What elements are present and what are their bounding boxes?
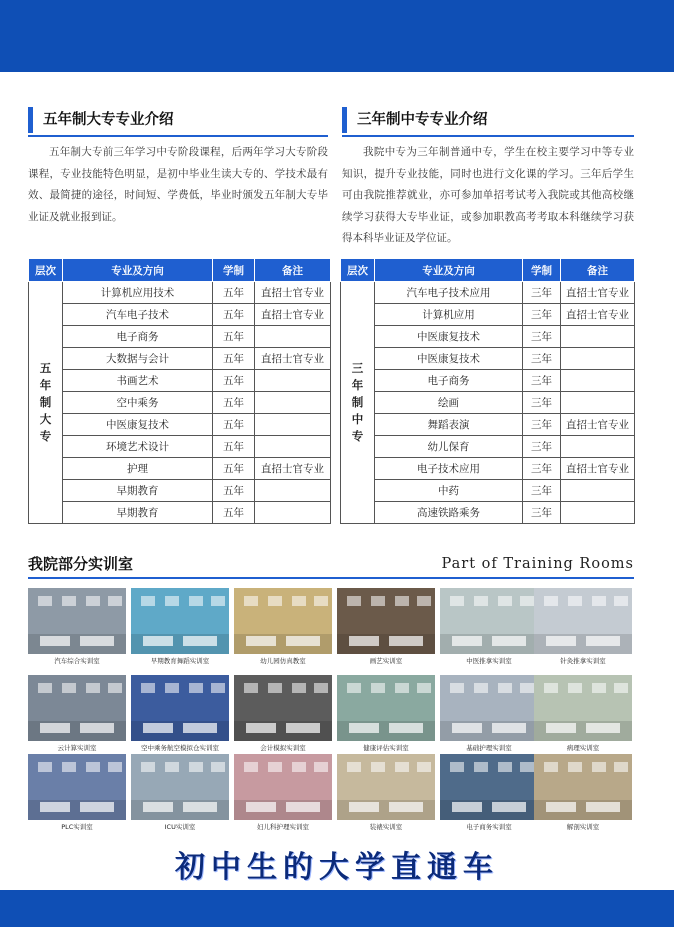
three-year-title-rule: [342, 135, 634, 137]
note-cell: 直招士官专业: [255, 282, 331, 304]
table-row: [29, 414, 331, 436]
level-char: 制: [351, 395, 364, 409]
header-years: 学制: [213, 259, 255, 282]
training-rooms-rule: [28, 577, 634, 579]
room-photo-image: [337, 675, 435, 741]
major-name-cell: 中药: [375, 480, 523, 502]
major-name-cell: 早期教育: [63, 480, 213, 502]
room-photo-caption: 基础护理实训室: [466, 744, 512, 752]
three-year-majors-table: [340, 258, 635, 524]
years-cell: 三年: [523, 502, 561, 524]
room-photo-caption: ICU实训室: [164, 823, 196, 831]
room-photo-image: [337, 588, 435, 654]
major-name-cell: 书画艺术: [63, 370, 213, 392]
five-year-majors-table: [28, 258, 331, 524]
table-row: [341, 458, 635, 480]
five-year-title-rule: [28, 135, 328, 137]
note-cell: [255, 480, 331, 502]
header-major: 专业及方向: [63, 259, 213, 282]
header-level: 层次: [29, 259, 63, 282]
years-cell: 三年: [523, 348, 561, 370]
table-row: [341, 414, 635, 436]
training-rooms-title-en: Part of Training Rooms: [441, 556, 634, 572]
major-name-cell: 空中乘务: [63, 392, 213, 414]
years-cell: 三年: [523, 458, 561, 480]
major-name-cell: 绘画: [375, 392, 523, 414]
room-photo-image: [440, 675, 538, 741]
level-char: 专: [39, 429, 52, 443]
training-room-photo: [534, 675, 632, 757]
years-cell: 三年: [523, 282, 561, 304]
table-row: [29, 458, 331, 480]
table-row: [29, 392, 331, 414]
three-year-table-body: [341, 282, 635, 524]
room-photo-image: [534, 675, 632, 741]
years-cell: 五年: [213, 436, 255, 458]
years-cell: 五年: [213, 458, 255, 480]
years-cell: 三年: [523, 392, 561, 414]
slogan: 初中生的大学直通车: [175, 850, 499, 885]
training-room-photo: [440, 675, 538, 757]
table-row: [341, 304, 635, 326]
years-cell: 三年: [523, 414, 561, 436]
table-row: [341, 370, 635, 392]
major-name-cell: 电子商务: [63, 326, 213, 348]
room-photo-caption: 健康评估实训室: [363, 744, 409, 752]
training-room-photo: [234, 588, 332, 670]
five-year-intro: 五年制大专前三年学习中专阶段课程，后两年学习大专阶段课程，专业技能特色明显，是初中毕业生读大专的、学技术最有效、最简捷的途径，时间短、学费低，毕业时颁发五年制大专毕业证及就业报到证。: [28, 146, 328, 223]
note-cell: [561, 392, 635, 414]
bottom-banner: [0, 890, 674, 927]
years-cell: 三年: [523, 326, 561, 348]
major-name-cell: 大数据与会计: [63, 348, 213, 370]
table-row: [29, 436, 331, 458]
room-photo-caption: 病理实训室: [566, 744, 600, 752]
level-char: 制: [39, 395, 52, 409]
note-cell: [561, 436, 635, 458]
room-photo-image: [440, 754, 538, 820]
room-photo-image: [131, 675, 229, 741]
major-name-cell: 中医康复技术: [375, 326, 523, 348]
room-photo-caption: 汽车综合实训室: [54, 657, 100, 665]
training-room-photo: [28, 754, 126, 836]
training-room-photo: [28, 588, 126, 670]
note-cell: [561, 370, 635, 392]
three-year-intro: 我院中专为三年制普通中专，学生在校主要学习中等专业知识，提升专业技能，同时也进行文化课的学习。三年后学生可由我院推荐就业，亦可参加单招考试考入我院或其他高校继续学习获得大专毕业证，或参加职教高考考取本科继续学习获得本科毕业证及学位证。: [342, 146, 634, 244]
years-cell: 三年: [523, 370, 561, 392]
note-cell: 直招士官专业: [561, 458, 635, 480]
five-year-section-header: [28, 105, 328, 139]
room-photo-caption: 空中乘务航空模拟仓实训室: [141, 744, 219, 752]
major-name-cell: 高速铁路乘务: [375, 502, 523, 524]
major-name-cell: 中医康复技术: [63, 414, 213, 436]
note-cell: [561, 502, 635, 524]
table-row: [29, 480, 331, 502]
training-room-photo: [131, 675, 229, 757]
three-year-section-header: [342, 105, 634, 139]
room-photo-caption: 解剖实训室: [566, 823, 600, 831]
table-row: [29, 304, 331, 326]
years-cell: 三年: [523, 304, 561, 326]
table-row: [29, 370, 331, 392]
room-photo-image: [131, 588, 229, 654]
training-room-photo: [234, 675, 332, 757]
room-photo-caption: 早期教育舞蹈实训室: [150, 657, 210, 665]
table-row: [29, 326, 331, 348]
training-room-photo: [534, 754, 632, 836]
room-photo-caption: 电子商务实训室: [466, 823, 512, 831]
major-name-cell: 电子技术应用: [375, 458, 523, 480]
room-photo-image: [234, 588, 332, 654]
note-cell: [255, 436, 331, 458]
room-photo-caption: 针灸推拿实训室: [560, 657, 606, 665]
years-cell: 三年: [523, 436, 561, 458]
table-row: [341, 348, 635, 370]
table-row: [341, 480, 635, 502]
training-room-photo: [534, 588, 632, 670]
years-cell: 五年: [213, 502, 255, 524]
training-room-photo: [440, 588, 538, 670]
level-char: 年: [39, 378, 52, 392]
level-cell: [29, 282, 63, 524]
major-name-cell: 电子商务: [375, 370, 523, 392]
years-cell: 五年: [213, 326, 255, 348]
major-name-cell: 计算机应用: [375, 304, 523, 326]
header-years: 学制: [523, 259, 561, 282]
table-row: [341, 326, 635, 348]
training-room-photo: [131, 588, 229, 670]
room-photo-caption: 幼儿园仿真教室: [260, 657, 306, 665]
room-photo-image: [534, 588, 632, 654]
table-row: [341, 502, 635, 524]
five-year-title: 五年制大专专业介绍: [28, 107, 178, 133]
years-cell: 五年: [213, 414, 255, 436]
header-note: 备注: [255, 259, 331, 282]
years-cell: 五年: [213, 370, 255, 392]
training-room-photo: [337, 675, 435, 757]
note-cell: 直招士官专业: [255, 348, 331, 370]
top-banner: [0, 0, 674, 72]
room-photo-caption: 装裱实训室: [369, 823, 403, 831]
table-row: [341, 282, 635, 304]
training-room-photo: [28, 675, 126, 757]
training-room-photo: [234, 754, 332, 836]
room-photo-image: [131, 754, 229, 820]
room-photo-caption: 画艺实训室: [369, 657, 403, 665]
level-char: 专: [351, 429, 364, 443]
major-name-cell: 汽车电子技术: [63, 304, 213, 326]
years-cell: 三年: [523, 480, 561, 502]
level-char: 年: [351, 378, 364, 392]
years-cell: 五年: [213, 348, 255, 370]
room-photo-image: [234, 754, 332, 820]
major-name-cell: 护理: [63, 458, 213, 480]
years-cell: 五年: [213, 480, 255, 502]
room-photo-image: [28, 675, 126, 741]
training-room-photo: [440, 754, 538, 836]
training-room-photo: [337, 588, 435, 670]
years-cell: 五年: [213, 282, 255, 304]
room-photo-caption: PLC实训室: [61, 823, 93, 831]
note-cell: 直招士官专业: [561, 282, 635, 304]
note-cell: [255, 414, 331, 436]
three-year-title: 三年制中专专业介绍: [342, 107, 492, 133]
table-row: [29, 348, 331, 370]
five-year-table-body: [29, 282, 331, 524]
level-cell: [341, 282, 375, 524]
major-name-cell: 早期教育: [63, 502, 213, 524]
table-row: [29, 282, 331, 304]
note-cell: [255, 502, 331, 524]
note-cell: [561, 480, 635, 502]
room-photo-caption: 妇儿科护理实训室: [257, 823, 309, 831]
major-name-cell: 汽车电子技术应用: [375, 282, 523, 304]
level-char: 五: [39, 361, 52, 375]
note-cell: 直招士官专业: [561, 304, 635, 326]
years-cell: 五年: [213, 304, 255, 326]
level-char: 中: [351, 412, 364, 426]
room-photo-image: [28, 754, 126, 820]
room-photo-image: [234, 675, 332, 741]
major-name-cell: 舞蹈表演: [375, 414, 523, 436]
room-photo-caption: 云计算实训室: [57, 744, 97, 752]
note-cell: [561, 326, 635, 348]
years-cell: 五年: [213, 392, 255, 414]
note-cell: [255, 392, 331, 414]
room-photo-image: [28, 588, 126, 654]
note-cell: 直招士官专业: [255, 458, 331, 480]
room-photo-caption: 中医推拿实训室: [466, 657, 512, 665]
training-room-photo: [337, 754, 435, 836]
major-name-cell: 环境艺术设计: [63, 436, 213, 458]
room-photo-image: [337, 754, 435, 820]
room-photo-image: [440, 588, 538, 654]
major-name-cell: 中医康复技术: [375, 348, 523, 370]
major-name-cell: 计算机应用技术: [63, 282, 213, 304]
training-rooms-title: 我院部分实训室: [28, 555, 134, 573]
major-name-cell: 幼儿保育: [375, 436, 523, 458]
note-cell: 直招士官专业: [255, 304, 331, 326]
note-cell: [255, 370, 331, 392]
table-row: [341, 392, 635, 414]
note-cell: [255, 326, 331, 348]
level-char: 三: [351, 361, 364, 375]
room-photo-image: [534, 754, 632, 820]
table-row: [29, 502, 331, 524]
room-photo-caption: 会计模拟实训室: [260, 744, 306, 752]
header-major: 专业及方向: [375, 259, 523, 282]
note-cell: 直招士官专业: [561, 414, 635, 436]
note-cell: [561, 348, 635, 370]
training-room-photo: [131, 754, 229, 836]
header-note: 备注: [561, 259, 635, 282]
table-row: [341, 436, 635, 458]
header-level: 层次: [341, 259, 375, 282]
level-char: 大: [39, 412, 52, 426]
